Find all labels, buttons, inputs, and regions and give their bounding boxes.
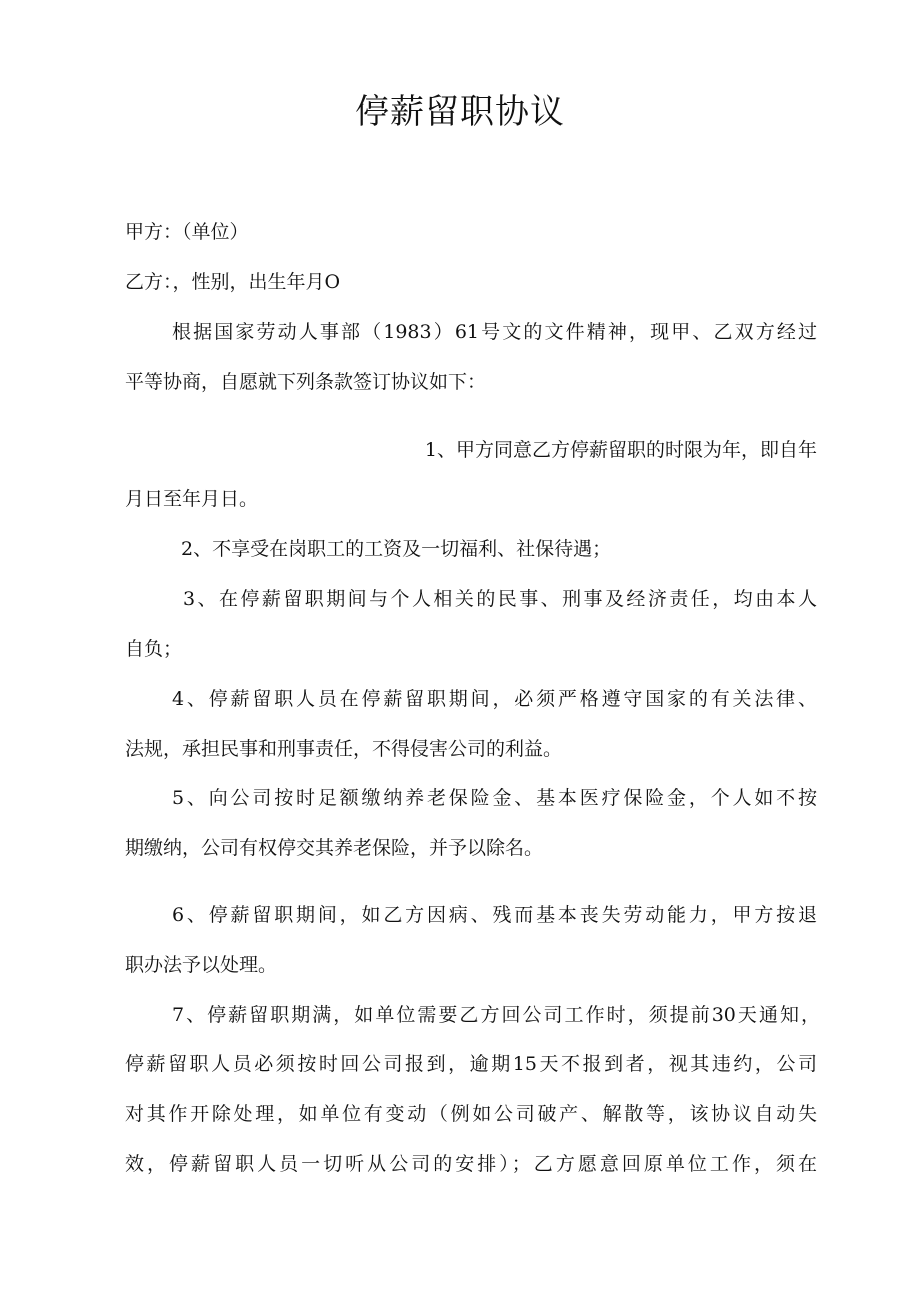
- party-a-line: 甲方：（单位）: [125, 221, 249, 243]
- clause-1-line-2: 月日至年月日。: [125, 488, 259, 510]
- clause-1-line-1: 1、甲方同意乙方停薪留职的时限为年，即自年: [424, 439, 817, 461]
- clause-7-line-3: 对其作开除处理，如单位有变动（例如公司破产、解散等，该协议自动失: [125, 1103, 817, 1125]
- clause-7-line-4: 效，停薪留职人员一切听从公司的安排）；乙方愿意回原单位工作，须在: [125, 1153, 817, 1175]
- clause-3-line-1: 3、在停薪留职期间与个人相关的民事、刑事及经济责任，均由本人: [183, 588, 817, 610]
- clause-5-line-1: 5、向公司按时足额缴纳养老保险金、基本医疗保险金，个人如不按: [172, 787, 817, 809]
- clause-5-line-2: 期缴纳，公司有权停交其养老保险，并予以除名。: [125, 837, 544, 859]
- clause-6-line-1: 6、停薪留职期间，如乙方因病、残而基本丧失劳动能力，甲方按退: [172, 904, 817, 926]
- party-b-line: 乙方：，性别，出生年月O: [125, 271, 341, 293]
- clause-7-line-1: 7、停薪留职期满，如单位需要乙方回公司工作时，须提前30天通知，: [172, 1004, 820, 1026]
- clause-6-line-2: 职办法予以处理。: [125, 954, 278, 976]
- clause-4-line-2: 法规，承担民事和刑事责任，不得侵害公司的利益。: [125, 738, 563, 760]
- clause-3-line-2: 自负；: [125, 638, 183, 660]
- clause-7-line-2: 停薪留职人员必须按时回公司报到，逾期15天不报到者，视其违约，公司: [125, 1053, 817, 1075]
- intro-line-2: 平等协商，自愿就下列条款签订协议如下：: [125, 371, 487, 393]
- clause-2-line-1: 2、不享受在岗职工的工资及一切福利、社保待遇；: [181, 538, 612, 560]
- document-title: 停薪留职协议: [355, 92, 565, 132]
- intro-line-1: 根据国家劳动人事部（1983）61号文的文件精神，现甲、乙双方经过: [172, 321, 817, 343]
- clause-4-line-1: 4、停薪留职人员在停薪留职期间，必须严格遵守国家的有关法律、: [172, 688, 817, 710]
